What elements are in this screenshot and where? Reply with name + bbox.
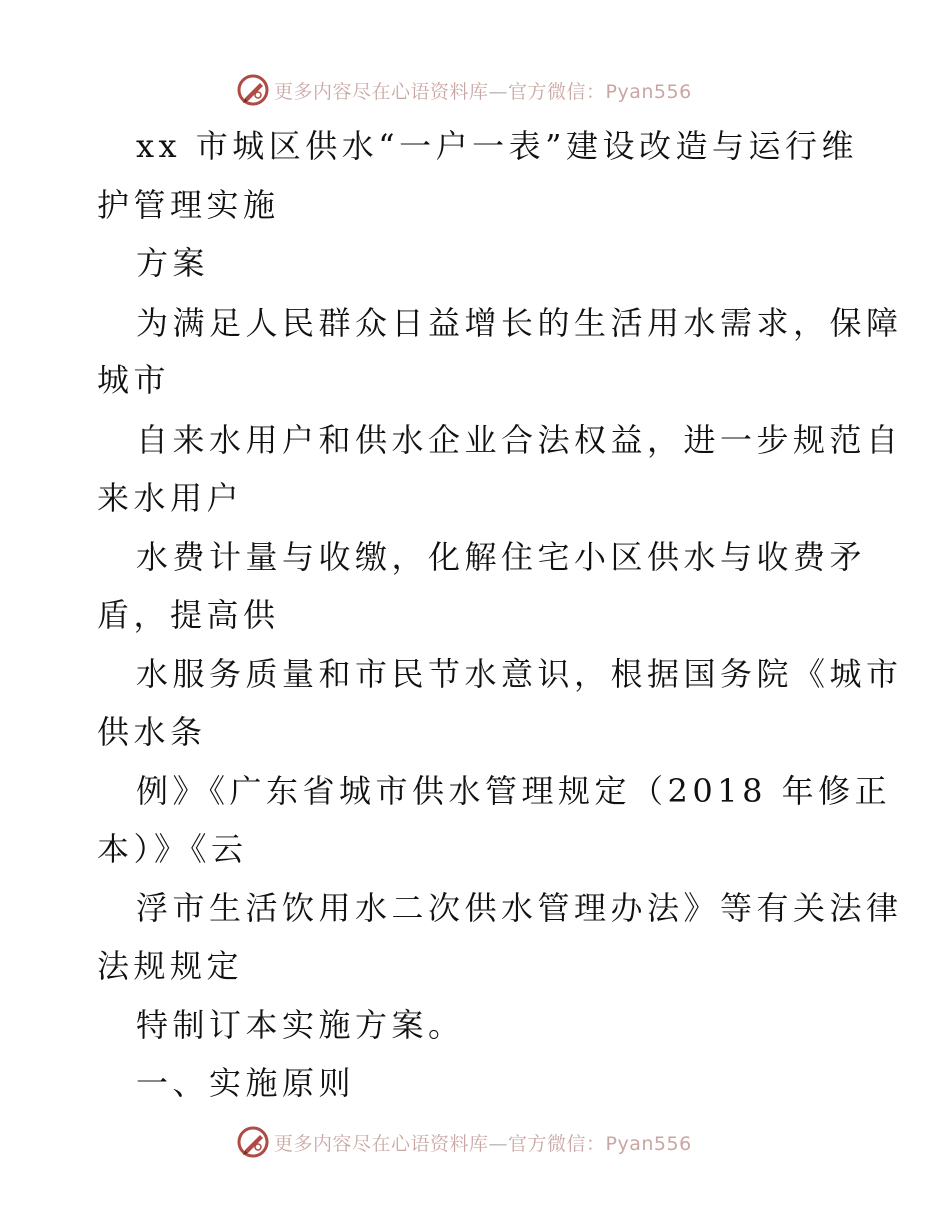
doc-line: 护管理实施 (97, 186, 280, 224)
header-watermark (236, 72, 692, 108)
doc-line: 浮市生活饮用水二次供水管理办法》等有关法律 (136, 889, 903, 927)
section-heading: 一、实施原则 (136, 1064, 356, 1102)
footer-watermark (236, 1124, 692, 1160)
watermark-text: 更多内容尽在心语资料库—官方微信：Pyan556 (274, 1132, 692, 1155)
doc-line: xx 市城区供水“一户一表”建设改造与运行维 (136, 127, 858, 165)
doc-line: 本）》《云 (97, 830, 248, 868)
doc-line: 为满足人民群众日益增长的生活用水需求，保障 (136, 304, 903, 342)
doc-line: 特制订本实施方案。 (136, 1006, 465, 1044)
doc-line: 方案 (136, 244, 210, 282)
doc-line: 水费计量与收缴，化解住宅小区供水与收费矛 (136, 538, 867, 576)
pen-seal-icon (236, 1125, 270, 1159)
doc-line: 水服务质量和市民节水意识，根据国务院《城市 (136, 655, 903, 693)
doc-line: 城市 (97, 361, 171, 399)
doc-line: 例》《广东省城市供水管理规定（2018 年修正 (136, 772, 892, 810)
doc-line: 自来水用户和供水企业合法权益，进一步规范自 (136, 421, 903, 459)
doc-line: 法规规定 (97, 947, 244, 985)
doc-line: 来水用户 (97, 479, 244, 517)
doc-line: 供水条 (97, 713, 207, 751)
pen-seal-icon (236, 73, 270, 107)
watermark-text: 更多内容尽在心语资料库—官方微信：Pyan556 (274, 80, 692, 103)
doc-line: 盾，提高供 (97, 596, 280, 634)
